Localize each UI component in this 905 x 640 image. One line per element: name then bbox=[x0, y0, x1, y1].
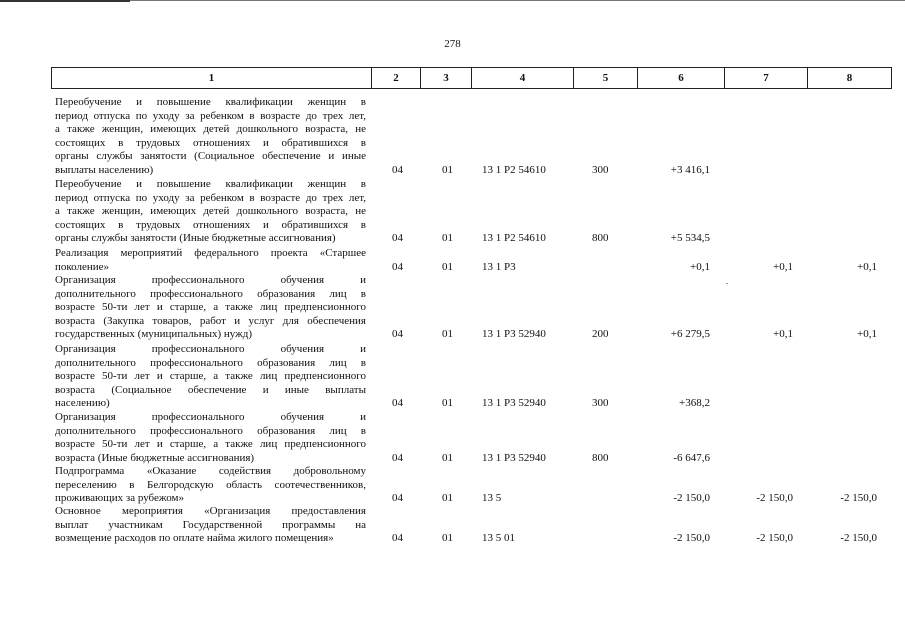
cell-c8: -2 150,0 bbox=[840, 492, 877, 505]
column-header-6: 6 bbox=[638, 68, 725, 89]
cell-c6: -6 647,6 bbox=[673, 451, 710, 464]
row-description bbox=[55, 178, 366, 246]
cell-c6: -2 150,0 bbox=[673, 532, 710, 545]
column-header-5: 5 bbox=[574, 68, 638, 89]
table-row bbox=[55, 465, 885, 506]
table-row bbox=[55, 411, 885, 465]
cell-c7: -2 150,0 bbox=[756, 532, 793, 545]
scan-top-edge bbox=[0, 0, 905, 1]
description-line: возраста (Иные бюджетные ассигнования) bbox=[55, 451, 255, 464]
description-line: Организация профессионального обучения и bbox=[55, 411, 366, 423]
cell-c8: +0,1 bbox=[857, 328, 877, 341]
page-number: 278 bbox=[444, 38, 461, 50]
cell-c4: 13 1 P2 54610 bbox=[482, 164, 546, 176]
scan-top-edge-mark bbox=[0, 0, 130, 2]
row-description bbox=[55, 411, 366, 465]
row-description bbox=[55, 96, 366, 178]
description-line: а также женщин, имеющих детей дошкольного возраста, не bbox=[55, 205, 366, 218]
description-line: Реализация мероприятий федерального проекта «Старшее bbox=[55, 247, 366, 259]
row-description bbox=[55, 247, 366, 274]
row-description bbox=[55, 505, 366, 546]
cell-c7: +0,1 bbox=[773, 260, 793, 273]
description-line: населению) bbox=[55, 397, 110, 410]
cell-c4: 13 1 P3 52940 bbox=[482, 397, 546, 410]
cell-c4: 13 5 bbox=[482, 492, 502, 505]
cell-c2: 04 bbox=[392, 451, 403, 464]
cell-c2: 04 bbox=[392, 164, 403, 176]
description-line: а также женщин, имеющих детей дошкольного возраста, не bbox=[55, 123, 366, 136]
table-row bbox=[55, 274, 885, 342]
cell-c3: 01 bbox=[442, 232, 453, 245]
description-line: Переобучение и повышение квалификации женщин в bbox=[55, 178, 366, 190]
row-description bbox=[55, 343, 366, 411]
cell-c2: 04 bbox=[392, 397, 403, 410]
description-line: проживающих за рубежом» bbox=[55, 492, 184, 505]
description-line: органы службы занятости (Социальное обеспечение и иные bbox=[55, 150, 366, 163]
row-description bbox=[55, 274, 366, 342]
description-line: период отпуска по уходу за ребенком в возрасте до трех лет, bbox=[55, 109, 366, 122]
description-line: возрасте 50-ти лет и старше, а также лиц предпенсионного bbox=[55, 438, 366, 451]
cell-c3: 01 bbox=[442, 397, 453, 410]
cell-c3: 01 bbox=[442, 451, 453, 464]
cell-c7: -2 150,0 bbox=[756, 492, 793, 505]
description-line: Организация профессионального обучения и bbox=[55, 343, 366, 355]
description-line: Организация профессионального обучения и bbox=[55, 274, 366, 286]
description-line: выплаты населению) bbox=[55, 163, 154, 176]
table-row bbox=[55, 178, 885, 246]
description-line: выплат участникам Государственной программы на bbox=[55, 518, 366, 531]
cell-c6: +5 534,5 bbox=[670, 232, 710, 245]
cell-c5: 300 bbox=[592, 164, 609, 176]
cell-c8: +0,1 bbox=[857, 260, 877, 273]
cell-c4: 13 1 P3 52940 bbox=[482, 451, 546, 464]
description-line: возрасте 50-ти лет и старше, а также лиц предпенсионного bbox=[55, 301, 366, 314]
cell-c2: 04 bbox=[392, 232, 403, 245]
description-line: возрасте 50-ти лет и старше, а также лиц предпенсионного bbox=[55, 370, 366, 383]
column-header-table bbox=[51, 67, 892, 89]
description-line: государственных (муниципальных) нужд) bbox=[55, 328, 252, 341]
cell-c6: +3 416,1 bbox=[670, 164, 710, 176]
table-row bbox=[55, 343, 885, 411]
column-header-8: 8 bbox=[808, 68, 892, 89]
cell-c3: 01 bbox=[442, 328, 453, 341]
cell-c2: 04 bbox=[392, 532, 403, 545]
description-line: переселению в Белгородскую область соотечественников, bbox=[55, 478, 366, 491]
description-line: возраста (Закупка товаров, работ и услуг для обеспечения bbox=[55, 314, 366, 327]
description-line: дополнительного профессионального образования лиц в bbox=[55, 424, 366, 437]
description-line: дополнительного профессионального образования лиц в bbox=[55, 356, 366, 369]
cell-c4: 13 5 01 bbox=[482, 532, 515, 545]
cell-c6: +0,1 bbox=[690, 260, 710, 273]
description-line: Переобучение и повышение квалификации женщин в bbox=[55, 96, 366, 108]
description-line: дополнительного профессионального образования лиц в bbox=[55, 287, 366, 300]
description-line: состоящих в трудовых отношениях и обратившихся в bbox=[55, 218, 366, 231]
cell-c2: 04 bbox=[392, 328, 403, 341]
cell-c5: 800 bbox=[592, 451, 609, 464]
cell-c6: -2 150,0 bbox=[673, 492, 710, 505]
column-header-7: 7 bbox=[725, 68, 808, 89]
table-row bbox=[55, 505, 885, 546]
description-line: возмещение расходов по оплате найма жилого помещения» bbox=[55, 532, 334, 545]
table-row bbox=[55, 96, 885, 178]
column-header-2: 2 bbox=[372, 68, 421, 89]
description-line: состоящих в трудовых отношениях и обратившихся в bbox=[55, 136, 366, 149]
cell-c5: 300 bbox=[592, 397, 609, 410]
cell-c5: 800 bbox=[592, 232, 609, 245]
description-line: возраста (Социальное обеспечение и иные выплаты bbox=[55, 383, 366, 396]
cell-c4: 13 1 P3 bbox=[482, 260, 516, 273]
description-line: поколение» bbox=[55, 260, 110, 273]
scan-speck bbox=[726, 283, 728, 284]
table-row bbox=[55, 247, 885, 274]
cell-c2: 04 bbox=[392, 492, 403, 505]
cell-c3: 01 bbox=[442, 260, 453, 273]
description-line: период отпуска по уходу за ребенком в возрасте до трех лет, bbox=[55, 191, 366, 204]
column-header-4: 4 bbox=[472, 68, 574, 89]
cell-c7: +0,1 bbox=[773, 328, 793, 341]
cell-c3: 01 bbox=[442, 532, 453, 545]
column-header-3: 3 bbox=[421, 68, 472, 89]
row-description bbox=[55, 465, 366, 506]
cell-c3: 01 bbox=[442, 164, 453, 176]
cell-c4: 13 1 P2 54610 bbox=[482, 232, 546, 245]
cell-c2: 04 bbox=[392, 260, 403, 273]
cell-c8: -2 150,0 bbox=[840, 532, 877, 545]
description-line: органы службы занятости (Иные бюджетные ассигнования) bbox=[55, 232, 336, 245]
cell-c6: +6 279,5 bbox=[670, 328, 710, 341]
cell-c5: 200 bbox=[592, 328, 609, 341]
cell-c3: 01 bbox=[442, 492, 453, 505]
cell-c6: +368,2 bbox=[679, 397, 710, 410]
column-header-1: 1 bbox=[52, 68, 372, 89]
cell-c4: 13 1 P3 52940 bbox=[482, 328, 546, 341]
description-line: Подпрограмма «Оказание содействия добровольному bbox=[55, 465, 366, 477]
description-line: Основное мероприятия «Организация предоставления bbox=[55, 505, 366, 517]
